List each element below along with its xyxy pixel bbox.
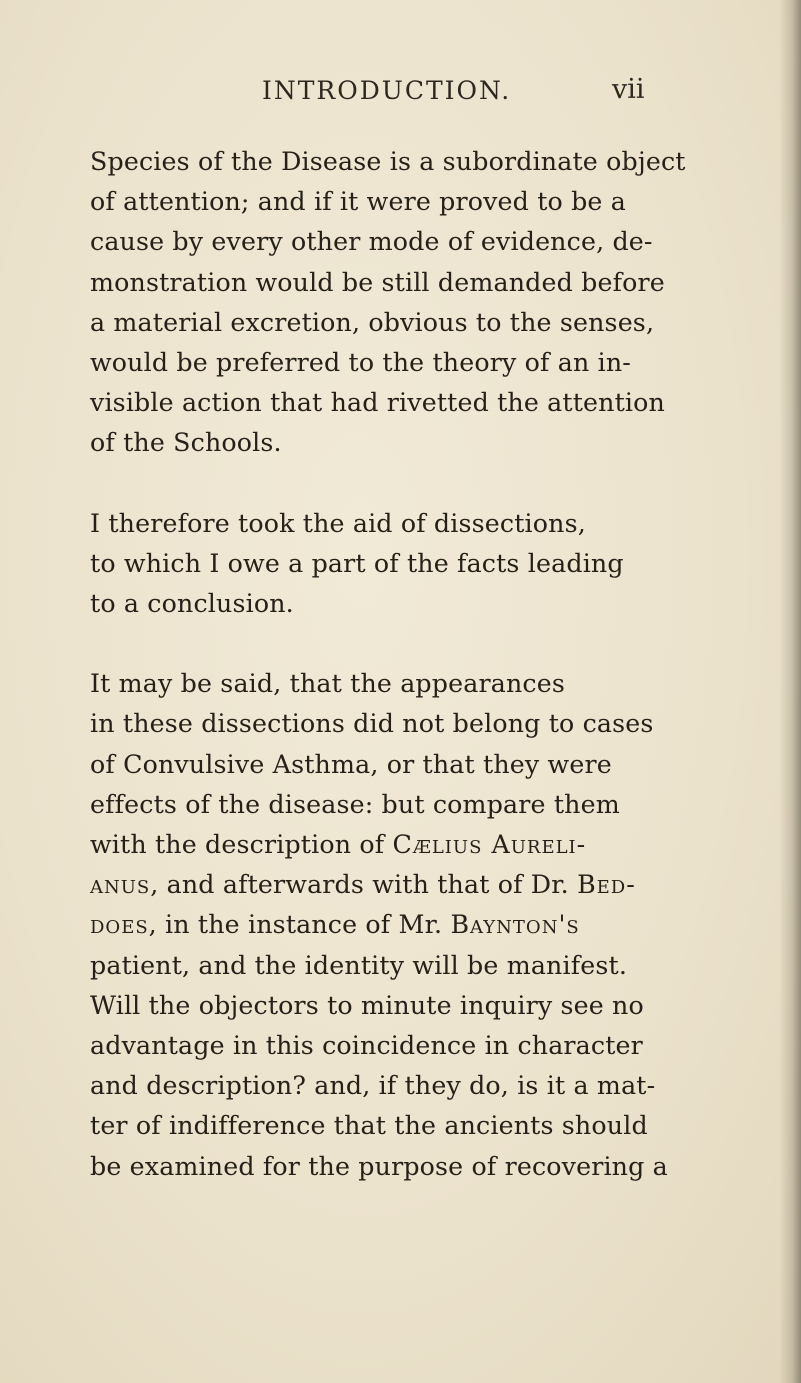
text-line: [90, 825, 686, 865]
author-name-caelius: Cælius Aureli-: [392, 830, 587, 860]
text-line: be examined for the purpose of recovering a: [90, 1151, 668, 1181]
text-line: of attention; and if it were proved to be a: [90, 187, 626, 217]
paragraph-3: [90, 664, 686, 1187]
paragraph-gap: [90, 624, 686, 664]
text-line: in these dissections did not belong to cases: [90, 709, 654, 739]
text-line: advantage in this coincidence in character: [90, 1031, 643, 1061]
text-line: of the Schools.: [90, 428, 282, 458]
person-name-baynton: Baynton's: [450, 910, 580, 940]
text-line: a material excretion, obvious to the senses,: [90, 307, 655, 337]
text-run: , in the instance of Mr.: [148, 910, 443, 940]
text-line: monstration would be still demanded before: [90, 267, 665, 297]
page-number: vii: [612, 74, 645, 105]
text-line: effects of the disease: but compare them: [90, 789, 620, 819]
author-name-beddoes: Bed-: [577, 870, 636, 900]
page-edge-shadow: [779, 0, 801, 1383]
page-header: [0, 70, 801, 110]
text-line: visible action that had rivetted the attention: [90, 388, 665, 418]
text-line: patient, and the identity will be manifest.: [90, 950, 628, 980]
text-line: cause by every other mode of evidence, de-: [90, 227, 653, 257]
text-line: to which I owe a part of the facts leading: [90, 548, 624, 578]
text-line: I therefore took the aid of dissections,: [90, 508, 586, 538]
author-name-continued: does: [90, 910, 149, 940]
text-line: Will the objectors to minute inquiry see no: [90, 990, 644, 1020]
text-line: [90, 865, 686, 905]
text-run: , and afterwards with that of Dr.: [150, 870, 569, 900]
text-line: Species of the Disease is a subordinate object: [90, 147, 686, 176]
paragraph-1: [90, 142, 686, 464]
text-line: [90, 905, 686, 945]
text-line: would be preferred to the theory of an in-: [90, 348, 631, 378]
text-line: and description? and, if they do, is it a mat-: [90, 1071, 656, 1101]
author-name-continued: anus: [90, 870, 151, 900]
text-run: with the description of: [90, 830, 385, 860]
paragraph-2: [90, 504, 686, 625]
body-text: [90, 142, 686, 1187]
paragraph-gap: [90, 464, 686, 504]
text-line: to a conclusion.: [90, 589, 294, 619]
running-head: INTRODUCTION.: [262, 76, 512, 105]
text-line: ter of indifference that the ancients should: [90, 1111, 648, 1141]
text-line: of Convulsive Asthma, or that they were: [90, 749, 612, 779]
text-line: It may be said, that the appearances: [90, 669, 565, 699]
